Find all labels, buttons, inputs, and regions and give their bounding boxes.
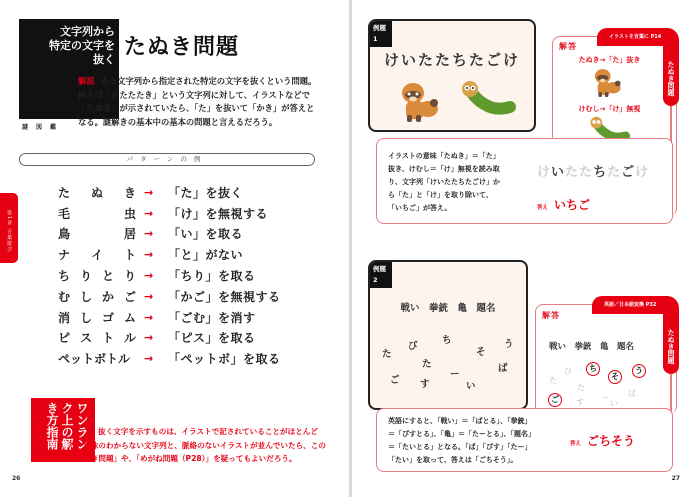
black-title-line-1: 文字列から (60, 25, 115, 38)
pattern-row (58, 286, 338, 307)
arrow-icon: → (144, 206, 154, 220)
pattern-word: ナ イ ト (58, 248, 136, 263)
page-number-right: 27 (671, 475, 680, 482)
example-1-puzzle: けいたたちたごけ (383, 51, 520, 69)
right-page: 例題 1 けいたたちたごけ 解答 イラストを言葉に P14 たぬき問題 たぬき→「た」抜き けむし→「け」無視 イラストの意味「たぬき」＝「た」抜き、けむし＝「け」無視を読み取り、文字列「けいたたちたごけ」から「た」と「け」を取り除いて、「いちご」が答え。 けいたたちたごけ 答え いちご 例題 2 戦い 拳銃 亀 題名 た び ち そ う た ー ば ご す い 解答 英語／日本語変換 P32 たぬき問題 戦い 拳銃 亀 題名 た び ち そ う た ー ば ご す い 英語にすると、「戦い」＝「ばとる」、「拳銃」＝「ぴすとる」、「亀」＝「たーとる」、「題名」＝「たいとる」となる。「ば」「ぴす」「たー」「たい」を取って、答えは「ごちそう」。 答え ごちそう 27 (352, 0, 700, 497)
pattern-row (58, 182, 338, 203)
pattern-row (58, 244, 338, 265)
example-1-reference-link[interactable]: イラストを言葉に P14 (597, 28, 679, 46)
explanation (78, 75, 318, 129)
example-1-answer-label: 解答 (559, 42, 577, 51)
pattern-header: パターンの例 (19, 153, 315, 166)
circled-char: ご (548, 393, 562, 407)
example-1-step-2: けむし→「け」無視 (578, 105, 641, 113)
example-2-reference-link[interactable]: 英語／日本語変換 P32 (592, 296, 679, 314)
pattern-result: 「い」を取る (168, 227, 244, 242)
example-2-words: 戦い 拳銃 亀 題名 (400, 303, 496, 314)
arrow-icon: → (144, 352, 154, 366)
circled-char: ち (586, 362, 600, 376)
example-2-side-label: たぬき問題 (663, 314, 679, 374)
arrow-icon: → (144, 310, 154, 324)
example-2-box: 例題 2 戦い 拳銃 亀 題名 た び ち そ う た ー ば ご す い (368, 260, 528, 410)
example-1-sequence: けいたたちたごけ (537, 165, 650, 180)
pattern-word: ピ ス ト ル (58, 331, 136, 346)
arrow-icon: → (144, 227, 154, 241)
example-1-answer: 答え いちご (537, 198, 591, 212)
pattern-result: 「た」を抜く (168, 185, 244, 200)
pattern-row (58, 348, 338, 369)
black-block-extension (19, 70, 71, 119)
tips-title: ワンランク上の解き方指南 (45, 402, 89, 450)
black-title-line-2: 特定の文字を (49, 39, 115, 52)
pattern-result: 「ちり」を取る (168, 269, 256, 284)
pattern-word: ち り と り (58, 269, 136, 284)
example-2-answer-label: 解答 (542, 311, 560, 320)
zukan-label: 謎図鑑 (22, 124, 65, 131)
pattern-list (58, 182, 338, 369)
caterpillar-icon (460, 79, 520, 119)
example-1-step-1: たぬき→「た」抜き (578, 56, 641, 64)
example-2-description: 英語にすると、「戦い」＝「ばとる」、「拳銃」＝「ぴすとる」、「亀」＝「たーとる」、「題名」＝「たいとる」となる。「ば」「ぴす」「たー」「たい」を取って、答えは「ごちそう」。 (388, 417, 535, 464)
page-title: たぬき問題 (124, 35, 240, 60)
arrow-icon: → (144, 185, 154, 199)
pattern-word: ペットボトル (58, 352, 131, 367)
pattern-row (58, 203, 338, 224)
pattern-result: 「かご」を無視する (168, 289, 281, 304)
pattern-word: 鳥 居 (58, 227, 136, 242)
left-page (0, 0, 349, 497)
example-1-side-label: たぬき問題 (663, 46, 679, 106)
page-number-left: 26 (12, 475, 21, 482)
pattern-result: 「と」がない (168, 248, 244, 263)
pattern-word: 消 し ゴ ム (58, 310, 136, 325)
example-1-description: イラストの意味「たぬき」＝「た」抜き、けむし＝「け」無視を読み取り、文字列「けいたたちたごけ」から「た」と「け」を取り除いて、「いちご」が答え。 (388, 152, 500, 212)
raccoon-icon (398, 79, 440, 123)
pattern-result: 「ペットボ」を取る (168, 352, 281, 367)
pattern-result: 「ごむ」を消す (168, 310, 256, 325)
circled-char: そ (608, 370, 622, 384)
pattern-word: む し か ご (58, 289, 136, 304)
pattern-result: 「ピス」を取る (168, 331, 256, 346)
black-title-line-3: 抜く (93, 53, 115, 66)
pattern-row (58, 224, 338, 245)
raccoon-icon (592, 66, 622, 98)
pattern-row (58, 328, 338, 349)
chapter-tab[interactable]: 第1章 言葉遊び (0, 193, 18, 263)
pattern-row (58, 307, 338, 328)
arrow-icon: → (144, 331, 154, 345)
pattern-result: 「け」を無視する (168, 206, 269, 221)
explanation-tag: 解説 (78, 76, 95, 86)
explanation-text: ある文字列から指定された特定の文字を抜くという問題。例えば「かたたたき」という文字列に対して、イラストなどで「たぬき」が示されていたら、「た」を抜いて「かき」が答えとなる。謎解きの基本中の基本の問題と言えるだろう。 (78, 76, 317, 127)
example-2-badge: 例題 2 (370, 262, 392, 288)
example-2-answer-words: 戦い 拳銃 亀 題名 (549, 342, 635, 352)
pattern-row (58, 265, 338, 286)
example-1-box (368, 19, 536, 132)
black-block-title (19, 25, 115, 67)
pattern-word: 毛 虫 (58, 206, 136, 221)
arrow-icon: → (144, 289, 154, 303)
example-2-ref-line (670, 374, 672, 414)
arrow-icon: → (144, 269, 154, 283)
example-2-answer: 答え ごちそう (570, 434, 636, 448)
arrow-icon: → (144, 248, 154, 262)
circled-char: う (632, 364, 646, 378)
pattern-word: た ぬ き (58, 185, 136, 200)
tips-text: 抜く文字を示すものは、イラストで記されていることがほとんどだ。意味のわからない文字列と、脈絡のないイラストが並んでいたら、この「たぬき問題」や、「めがね問題（P28）」を疑ってもよいだろう。 (68, 427, 326, 463)
example-1-badge: 例題 1 (370, 21, 392, 47)
